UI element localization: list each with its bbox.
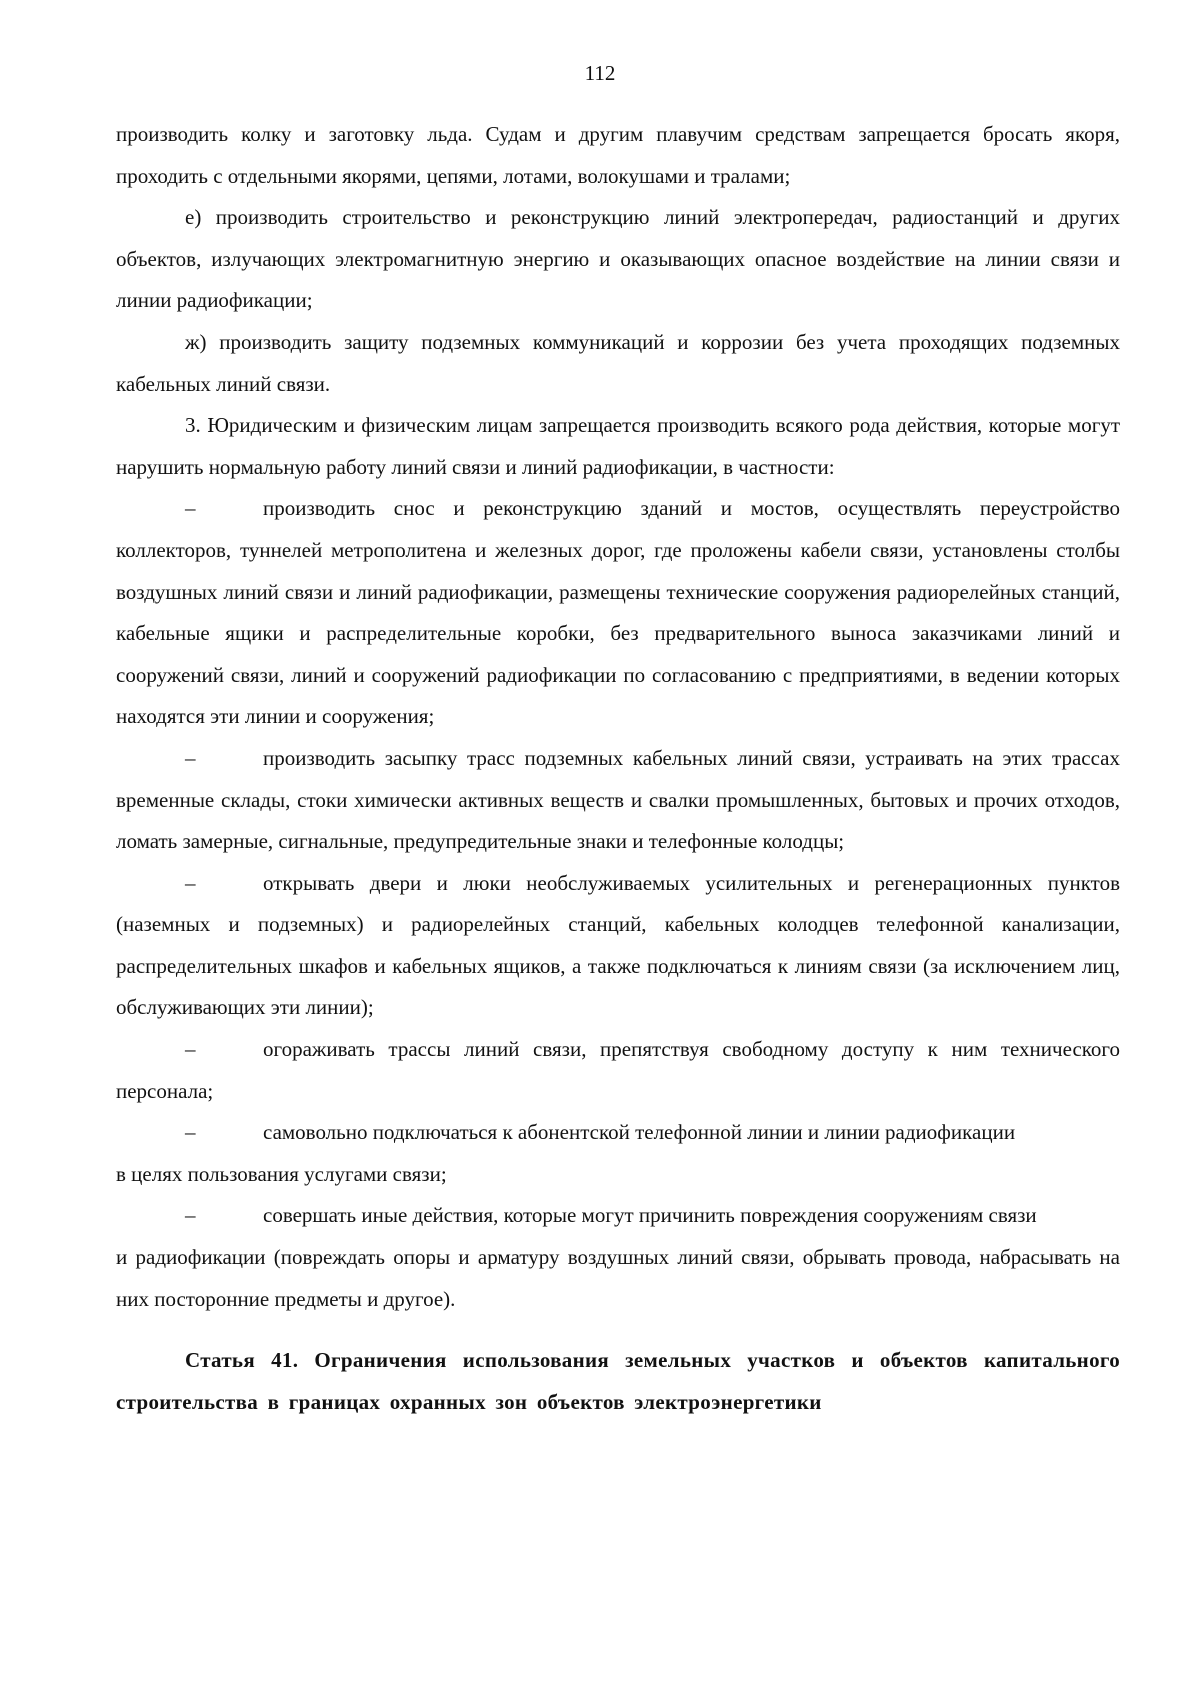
paragraph-point-3: 3. Юридическим и физическим лицам запрещается производить всякого рода действия, которые могут нарушить нормальную работу линий связи и линий радиофикации, в частности:: [116, 413, 1120, 479]
list-item: [116, 1029, 1120, 1112]
list-item: [116, 1112, 1120, 1154]
paragraph-item-zh: ж) производить защиту подземных коммуникаций и коррозии без учета проходящих подземных кабельных линий связи.: [116, 329, 1120, 396]
page-number: 112: [584, 61, 616, 85]
list-item-text: огораживать трассы линий связи, препятствуя свободному доступу к ним технического персонала;: [116, 1037, 1120, 1103]
list-item: [116, 488, 1120, 738]
list-marker: –: [185, 496, 196, 521]
list-item-text: самовольно подключаться к абонентской телефонной линии и линии радиофикации: [263, 1120, 1016, 1145]
list-item: [116, 1195, 1120, 1237]
list-marker: –: [185, 1203, 196, 1228]
paragraph-continuation: производить колку и заготовку льда. Судам и другим плавучим средствам запрещается бросать якоря, проходить с отдельными якорями, цепями, лотами, волокушами и тралами;: [116, 122, 1120, 188]
list-item-text: открывать двери и люки необслуживаемых усилительных и регенерационных пунктов (наземных и подземных) и радиорелейных станций, кабельных колодцев телефонной канализации, распределительных шкафов и кабельных ящиков, а также подключаться к линиям связи (за исключением лиц, обслуживающих эти линии);: [116, 870, 1120, 1020]
list-marker: –: [185, 870, 196, 895]
document-body: [116, 114, 1120, 1423]
article-heading: Статья 41. Ограничения использования земельных участков и объектов капитального строительства в границах охранных зон объектов электроэнергетики: [116, 1348, 1120, 1414]
list-item-text: совершать иные действия, которые могут причинить повреждения сооружениям связи: [263, 1203, 1037, 1228]
list-item: [116, 863, 1120, 1029]
list-item: [116, 738, 1120, 863]
list-item-text: производить снос и реконструкцию зданий и мостов, осуществлять переустройство коллекторов, туннелей метрополитена и железных дорог, где проложены кабели связи, установлены столбы воздушных линий связи и линий радиофикации, размещены технические сооружения радиорелейных станций, кабельные ящики и распределительные коробки, без предварительного выноса заказчиками линий и сооружений связи, линий и сооружений радиофикации по согласованию с предприятиями, в ведении которых находятся эти линии и сооружения;: [116, 496, 1120, 729]
list-item-text: производить засыпку трасс подземных кабельных линий связи, устраивать на этих трассах временные склады, стоки химически активных веществ и свалки промышленных, бытовых и прочих отходов, ломать замерные, сигнальные, предупредительные знаки и телефонные колодцы;: [116, 745, 1120, 854]
paragraph-item-e: е) производить строительство и реконструкцию линий электропередач, радиостанций и других объектов, излучающих электромагнитную энергию и оказывающих опасное воздействие на линии связи и линии радиофикации;: [116, 205, 1120, 313]
list-item-continuation: и радиофикации (повреждать опоры и арматуру воздушных линий связи, обрывать провода, набрасывать на них посторонние предметы и другое).: [116, 1245, 1120, 1311]
list-marker: –: [185, 1037, 196, 1062]
list-item-continuation: в целях пользования услугами связи;: [116, 1161, 447, 1186]
list-marker: –: [185, 745, 196, 770]
list-marker: –: [185, 1120, 196, 1145]
